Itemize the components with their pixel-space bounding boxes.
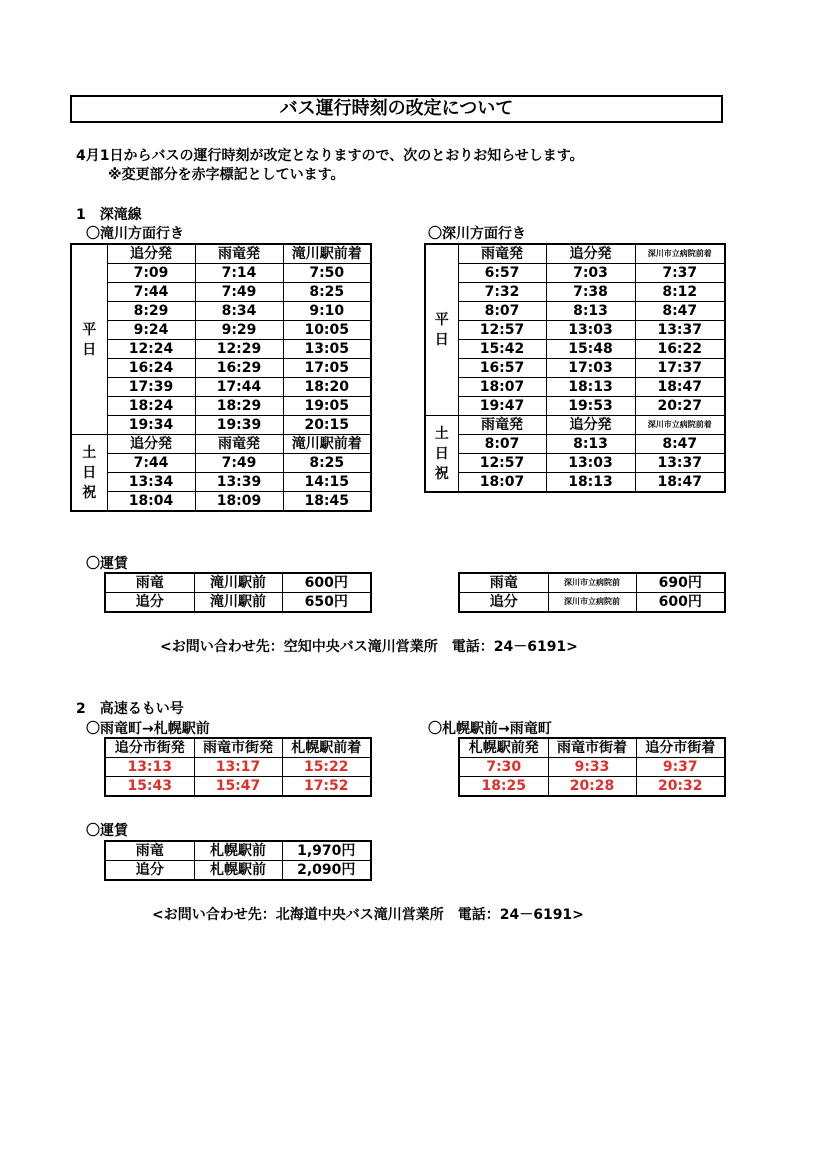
- takikawa-timetable: [70, 243, 372, 512]
- time-cell: 16:29: [195, 359, 283, 378]
- time-cell: 19:39: [195, 416, 283, 435]
- time-cell: 8:34: [195, 302, 283, 321]
- time-cell: 18:09: [195, 492, 283, 512]
- time-cell: 7:49: [195, 283, 283, 302]
- time-cell: 18:47: [635, 378, 725, 397]
- table-row: [71, 302, 371, 321]
- table-row: [425, 473, 725, 493]
- table-row: [425, 321, 725, 340]
- time-cell: 10:05: [283, 321, 371, 340]
- table-row: [71, 473, 371, 492]
- table-row: [71, 340, 371, 359]
- time-cell: 8:47: [635, 435, 725, 454]
- column-header: 追分発: [546, 416, 635, 435]
- column-header: 追分市街発: [105, 738, 194, 758]
- takikawa-fare-table: [104, 572, 372, 613]
- section1-fare-heading: 〇運賃: [86, 556, 128, 572]
- time-cell: 7:03: [546, 264, 635, 283]
- fare-cell: 600円: [636, 593, 725, 613]
- section2-heading: 2 高速るもい号: [76, 701, 184, 717]
- time-cell: 13:17: [194, 758, 282, 777]
- section2-fare-heading: 〇運賃: [86, 823, 128, 839]
- column-header: 追分市街着: [636, 738, 725, 758]
- table-row: [425, 378, 725, 397]
- fukagawa-holiday-header-row: [425, 416, 725, 435]
- table-row: [71, 359, 371, 378]
- time-cell: 7:38: [546, 283, 635, 302]
- fare-cell: 650円: [282, 593, 371, 613]
- table-row: [459, 573, 725, 593]
- fukagawa-fare-table: [458, 572, 726, 613]
- time-cell: 18:24: [107, 397, 195, 416]
- fare-cell: 札幌駅前: [194, 861, 282, 881]
- time-cell: 16:57: [458, 359, 546, 378]
- takikawa-weekday-label: 平 日: [71, 244, 107, 435]
- time-cell: 9:24: [107, 321, 195, 340]
- fare-cell: 札幌駅前: [194, 841, 282, 861]
- table-row: [425, 340, 725, 359]
- table-row: [105, 573, 371, 593]
- time-cell: 7:37: [635, 264, 725, 283]
- table-row: [425, 302, 725, 321]
- section1-left-heading: 〇滝川方面行き: [86, 226, 184, 242]
- time-cell: 9:29: [195, 321, 283, 340]
- time-cell: 15:42: [458, 340, 546, 359]
- column-header: 雨竜発: [195, 244, 283, 264]
- time-cell: 13:13: [105, 758, 194, 777]
- table-row: [425, 454, 725, 473]
- time-cell: 15:43: [105, 777, 194, 797]
- time-cell: 7:30: [459, 758, 548, 777]
- table-row: [459, 593, 725, 613]
- sapporo-to-uryu-timetable: [458, 737, 726, 797]
- column-header: 雨竜市街着: [548, 738, 636, 758]
- table-row: [105, 758, 371, 777]
- table-row: [425, 397, 725, 416]
- time-cell: 13:34: [107, 473, 195, 492]
- table-row: [71, 321, 371, 340]
- time-cell: 13:05: [283, 340, 371, 359]
- fare-cell: 追分: [105, 593, 194, 613]
- section2-right-heading: 〇札幌駅前→雨竜町: [428, 721, 552, 737]
- column-header: 滝川駅前着: [283, 244, 371, 264]
- time-cell: 8:12: [635, 283, 725, 302]
- time-cell: 15:47: [194, 777, 282, 797]
- time-cell: 18:20: [283, 378, 371, 397]
- time-cell: 12:57: [458, 454, 546, 473]
- time-cell: 18:13: [546, 378, 635, 397]
- time-cell: 9:37: [636, 758, 725, 777]
- table-row: [105, 777, 371, 797]
- time-cell: 7:32: [458, 283, 546, 302]
- time-cell: 6:57: [458, 264, 546, 283]
- table-row: [71, 492, 371, 512]
- time-cell: 20:28: [548, 777, 636, 797]
- time-cell: 18:13: [546, 473, 635, 493]
- fare-cell: 雨竜: [105, 841, 194, 861]
- section1-contact: <お問い合わせ先：空知中央バス滝川営業所 電話：24－6191>: [160, 639, 578, 655]
- takikawa-weekday-header-row: [71, 244, 371, 264]
- table-row: [71, 283, 371, 302]
- fare-cell: 追分: [459, 593, 548, 613]
- time-cell: 15:48: [546, 340, 635, 359]
- time-cell: 19:05: [283, 397, 371, 416]
- time-cell: 12:29: [195, 340, 283, 359]
- table-row: [71, 378, 371, 397]
- column-header: 札幌駅前着: [282, 738, 371, 758]
- time-cell: 13:37: [635, 321, 725, 340]
- time-cell: 7:09: [107, 264, 195, 283]
- time-cell: 7:44: [107, 454, 195, 473]
- table-row: [105, 841, 371, 861]
- time-cell: 18:25: [459, 777, 548, 797]
- time-cell: 16:22: [635, 340, 725, 359]
- time-cell: 16:24: [107, 359, 195, 378]
- table-row: [425, 359, 725, 378]
- rumoi-to-sapporo-timetable: [104, 737, 372, 797]
- time-cell: 7:14: [195, 264, 283, 283]
- table-row: [71, 416, 371, 435]
- time-cell: 9:10: [283, 302, 371, 321]
- time-cell: 8:07: [458, 302, 546, 321]
- column-header: 雨竜発: [195, 435, 283, 454]
- time-cell: 8:13: [546, 302, 635, 321]
- page-title: バス運行時刻の改定について: [70, 95, 723, 123]
- time-cell: 13:03: [546, 321, 635, 340]
- fare-cell: 雨竜: [105, 573, 194, 593]
- column-header: 追分発: [107, 435, 195, 454]
- section1-right-heading: 〇深川方面行き: [428, 226, 526, 242]
- column-header: 札幌駅前発: [459, 738, 548, 758]
- fukagawa-weekday-label: 平 日: [425, 244, 458, 416]
- fare-cell: 600円: [282, 573, 371, 593]
- time-cell: 19:53: [546, 397, 635, 416]
- table-row: [425, 435, 725, 454]
- time-cell: 7:49: [195, 454, 283, 473]
- column-header: 追分発: [546, 244, 635, 264]
- time-cell: 8:29: [107, 302, 195, 321]
- column-header: 滝川駅前着: [283, 435, 371, 454]
- time-cell: 8:07: [458, 435, 546, 454]
- time-cell: 8:25: [283, 283, 371, 302]
- time-cell: 12:24: [107, 340, 195, 359]
- table-row: [425, 264, 725, 283]
- time-cell: 20:32: [636, 777, 725, 797]
- time-cell: 18:07: [458, 378, 546, 397]
- column-header: 雨竜市街発: [194, 738, 282, 758]
- table-row: [105, 861, 371, 881]
- fare-cell: 滝川駅前: [194, 573, 282, 593]
- time-cell: 19:47: [458, 397, 546, 416]
- time-cell: 7:50: [283, 264, 371, 283]
- table-row: [71, 397, 371, 416]
- time-cell: 13:03: [546, 454, 635, 473]
- column-header: 追分発: [107, 244, 195, 264]
- time-cell: 18:04: [107, 492, 195, 512]
- time-cell: 18:29: [195, 397, 283, 416]
- time-cell: 20:15: [283, 416, 371, 435]
- time-cell: 13:39: [195, 473, 283, 492]
- time-cell: 17:52: [282, 777, 371, 797]
- table-row: [71, 454, 371, 473]
- header-row: [459, 738, 725, 758]
- fare-cell: 深川市立病院前: [548, 593, 636, 613]
- column-header: 深川市立病院前着: [635, 244, 725, 264]
- time-cell: 18:45: [283, 492, 371, 512]
- table-row: [459, 758, 725, 777]
- takikawa-holiday-label: 土 日 祝: [71, 435, 107, 512]
- fare-cell: 深川市立病院前: [548, 573, 636, 593]
- takikawa-holiday-header-row: [71, 435, 371, 454]
- fukagawa-timetable: [424, 243, 726, 493]
- fare-cell: 2,090円: [282, 861, 371, 881]
- column-header: 深川市立病院前着: [635, 416, 725, 435]
- table-row: [425, 283, 725, 302]
- time-cell: 17:05: [283, 359, 371, 378]
- time-cell: 12:57: [458, 321, 546, 340]
- time-cell: 9:33: [548, 758, 636, 777]
- time-cell: 19:34: [107, 416, 195, 435]
- column-header: 雨竜発: [458, 416, 546, 435]
- time-cell: 17:39: [107, 378, 195, 397]
- time-cell: 18:07: [458, 473, 546, 493]
- table-row: [105, 593, 371, 613]
- time-cell: 20:27: [635, 397, 725, 416]
- notice-line-1: 4月1日からバスの運行時刻が改定となりますので、次のとおりお知らせします。: [76, 148, 584, 164]
- time-cell: 8:47: [635, 302, 725, 321]
- header-row: [105, 738, 371, 758]
- time-cell: 17:37: [635, 359, 725, 378]
- rumoi-fare-table: [104, 840, 372, 881]
- fare-cell: 追分: [105, 861, 194, 881]
- time-cell: 15:22: [282, 758, 371, 777]
- time-cell: 17:44: [195, 378, 283, 397]
- fare-cell: 滝川駅前: [194, 593, 282, 613]
- time-cell: 14:15: [283, 473, 371, 492]
- time-cell: 18:47: [635, 473, 725, 493]
- time-cell: 17:03: [546, 359, 635, 378]
- time-cell: 7:44: [107, 283, 195, 302]
- table-row: [71, 264, 371, 283]
- fare-cell: 690円: [636, 573, 725, 593]
- column-header: 雨竜発: [458, 244, 546, 264]
- section2-contact: <お問い合わせ先：北海道中央バス滝川営業所 電話：24－6191>: [152, 907, 584, 923]
- time-cell: 8:13: [546, 435, 635, 454]
- fare-cell: 雨竜: [459, 573, 548, 593]
- time-cell: 8:25: [283, 454, 371, 473]
- section2-left-heading: 〇雨竜町→札幌駅前: [86, 721, 210, 737]
- time-cell: 13:37: [635, 454, 725, 473]
- table-row: [459, 777, 725, 797]
- fare-cell: 1,970円: [282, 841, 371, 861]
- section1-heading: 1 深滝線: [76, 207, 142, 223]
- fukagawa-holiday-label: 土 日 祝: [425, 416, 458, 493]
- notice-line-2: ※変更部分を赤字標記としています。: [108, 167, 345, 183]
- fukagawa-weekday-header-row: [425, 244, 725, 264]
